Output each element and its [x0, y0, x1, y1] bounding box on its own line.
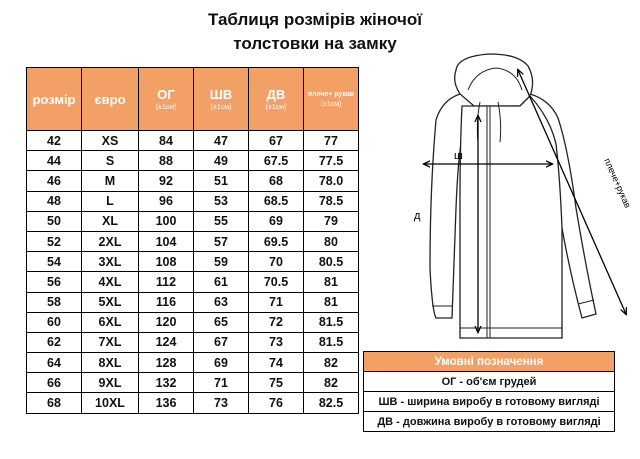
table-cell: 57 [194, 231, 249, 251]
table-row [27, 171, 359, 191]
table-header-row [27, 68, 359, 131]
table-cell: 128 [139, 353, 194, 373]
body-outline [460, 96, 562, 338]
table-cell: 77 [304, 131, 359, 151]
hood-outline [455, 54, 533, 106]
table-row [27, 332, 359, 352]
table-cell: 5XL [82, 292, 139, 312]
table-cell: 8XL [82, 353, 139, 373]
table-cell: 71 [194, 373, 249, 393]
title-line-2: толстовки на замку [233, 34, 397, 53]
left-sleeve [430, 94, 462, 318]
header-size: розмір [27, 68, 82, 131]
table-cell: 132 [139, 373, 194, 393]
table-cell: 7XL [82, 332, 139, 352]
table-cell: 55 [194, 211, 249, 231]
header-shoulder-sleeve: плече+ рукав (±1см) [304, 68, 359, 131]
table-cell: 82 [304, 353, 359, 373]
table-cell: 10XL [82, 393, 139, 413]
table-cell: 108 [139, 252, 194, 272]
size-table [26, 67, 359, 414]
legend-item-width: ШВ - ширина виробу в готовому вигляді [364, 392, 615, 412]
table-cell: 58 [27, 292, 82, 312]
table-cell: 80 [304, 231, 359, 251]
table-row [27, 231, 359, 251]
header-length: ДВ (±1см) [249, 68, 304, 131]
table-cell: 53 [194, 191, 249, 211]
hoodie-diagram [400, 48, 640, 348]
table-row [27, 151, 359, 171]
table-cell: 92 [139, 171, 194, 191]
table-cell: 56 [27, 272, 82, 292]
length-label: д [414, 210, 421, 222]
table-cell: 104 [139, 231, 194, 251]
table-cell: 80.5 [304, 252, 359, 272]
header-width: ШВ (±1см) [194, 68, 249, 131]
table-cell: XS [82, 131, 139, 151]
table-cell: 63 [194, 292, 249, 312]
table-cell: 54 [27, 252, 82, 272]
table-cell: 59 [194, 252, 249, 272]
table-cell: 78.5 [304, 191, 359, 211]
table-cell: L [82, 191, 139, 211]
table-cell: 60 [27, 312, 82, 332]
table-cell: 81 [304, 292, 359, 312]
table-cell: 62 [27, 332, 82, 352]
table-cell: 75 [249, 373, 304, 393]
table-cell: 48 [27, 191, 82, 211]
table-cell: 67 [249, 131, 304, 151]
table-cell: 50 [27, 211, 82, 231]
table-cell: 70 [249, 252, 304, 272]
table-cell: 136 [139, 393, 194, 413]
table-cell: 81 [304, 272, 359, 292]
title-line-1: Таблиця розмірів жіночої [207, 10, 423, 29]
table-cell: 120 [139, 312, 194, 332]
header-euro: євро [82, 68, 139, 131]
table-cell: 112 [139, 272, 194, 292]
table-cell: 77.5 [304, 151, 359, 171]
table-cell: 64 [27, 353, 82, 373]
table-cell: 4XL [82, 272, 139, 292]
table-cell: 78.0 [304, 171, 359, 191]
table-row [27, 292, 359, 312]
table-cell: 66 [27, 373, 82, 393]
table-cell: 116 [139, 292, 194, 312]
table-cell: 44 [27, 151, 82, 171]
table-cell: 82.5 [304, 393, 359, 413]
table-cell: 79 [304, 211, 359, 231]
table-cell: 82 [304, 373, 359, 393]
table-cell: 73 [194, 393, 249, 413]
table-cell: 72 [249, 312, 304, 332]
table-cell: 52 [27, 231, 82, 251]
table-cell: 6XL [82, 312, 139, 332]
table-cell: 42 [27, 131, 82, 151]
legend-box [363, 351, 615, 432]
table-row [27, 312, 359, 332]
table-cell: 2XL [82, 231, 139, 251]
table-cell: 73 [249, 332, 304, 352]
table-row [27, 252, 359, 272]
table-cell: 61 [194, 272, 249, 292]
table-cell: 74 [249, 353, 304, 373]
table-cell: 100 [139, 211, 194, 231]
table-cell: 68 [27, 393, 82, 413]
table-cell: 68.5 [249, 191, 304, 211]
table-cell: 71 [249, 292, 304, 312]
table-cell: 81.5 [304, 312, 359, 332]
table-cell: 70.5 [249, 272, 304, 292]
table-cell: 81.5 [304, 332, 359, 352]
table-row [27, 393, 359, 413]
table-row [27, 272, 359, 292]
legend-item-chest: ОГ - об'єм грудей [364, 372, 615, 392]
table-cell: M [82, 171, 139, 191]
table-row [27, 211, 359, 231]
table-cell: 69 [249, 211, 304, 231]
width-label: ш [454, 150, 463, 162]
table-cell: 46 [27, 171, 82, 191]
table-cell: 76 [249, 393, 304, 413]
table-cell: 67.5 [249, 151, 304, 171]
table-cell: 3XL [82, 252, 139, 272]
table-cell: 68 [249, 171, 304, 191]
table-cell: S [82, 151, 139, 171]
table-cell: 67 [194, 332, 249, 352]
table-body [27, 131, 359, 414]
table-cell: 69.5 [249, 231, 304, 251]
table-cell: 51 [194, 171, 249, 191]
table-cell: 69 [194, 353, 249, 373]
table-row [27, 131, 359, 151]
table-cell: 124 [139, 332, 194, 352]
table-row [27, 191, 359, 211]
table-cell: 84 [139, 131, 194, 151]
table-cell: 88 [139, 151, 194, 171]
table-row [27, 373, 359, 393]
table-cell: 47 [194, 131, 249, 151]
table-row [27, 353, 359, 373]
shoulder-sleeve-label: плече+рукав [602, 156, 633, 210]
header-chest: ОГ (±1см) [139, 68, 194, 131]
legend-item-length: ДВ - довжина виробу в готовому вигляді [364, 412, 615, 432]
table-cell: XL [82, 211, 139, 231]
table-cell: 49 [194, 151, 249, 171]
table-cell: 65 [194, 312, 249, 332]
table-cell: 96 [139, 191, 194, 211]
table-cell: 9XL [82, 373, 139, 393]
legend-header: Умовні позначення [364, 352, 615, 372]
